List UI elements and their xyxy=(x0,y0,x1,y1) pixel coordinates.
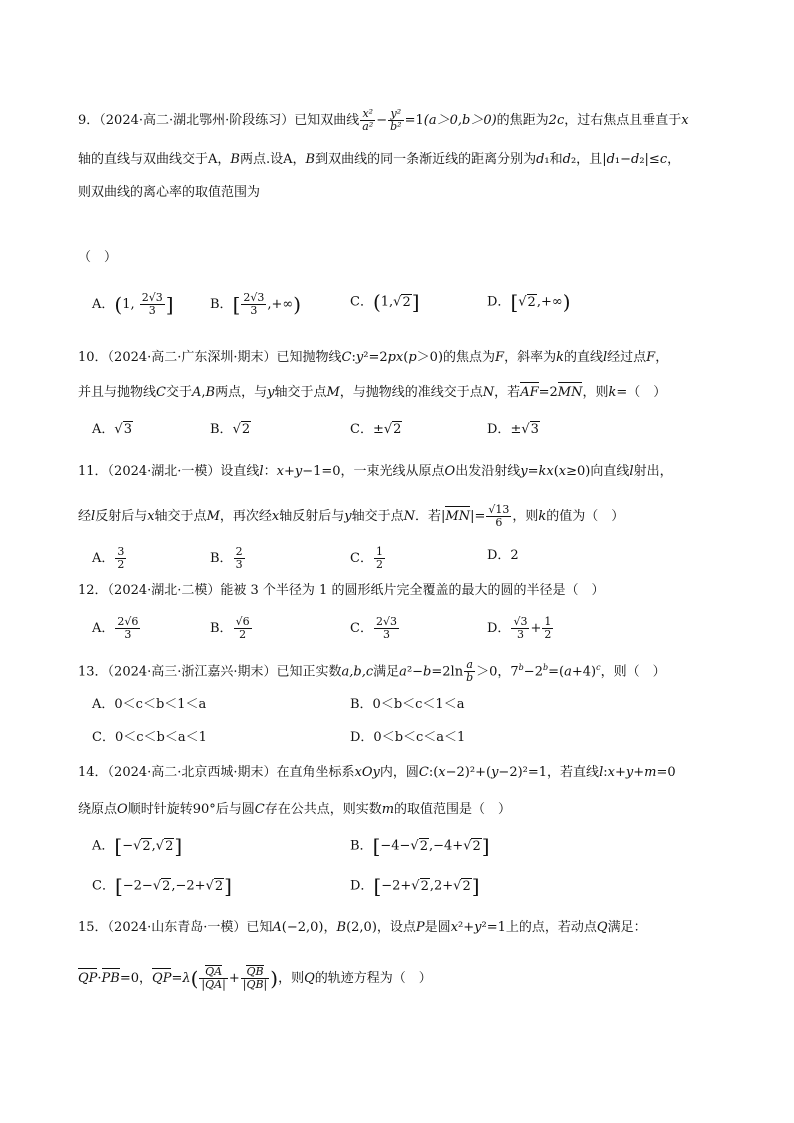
q12-option-d[interactable]: D． $\frac{√3}{3}$ + $\frac{1}{2}$ xyxy=(487,615,552,641)
q11-line1: 11．（2024·湖北·一模）设直线l：x+y−1=0，一束光线从原点O出发沿射线y=kx(x≥0)向直线l射出， xyxy=(78,464,673,479)
q9-option-b[interactable]: B．[ $\frac{2√3}{3}$ ,+∞) xyxy=(210,291,302,317)
q12-option-b[interactable]: B． $\frac{√6}{2}$ xyxy=(210,615,250,641)
q13-option-b[interactable]: B．0＜b＜c＜1＜a xyxy=(350,697,465,712)
q14-option-b[interactable]: B．[−4−√2,−4+√2] xyxy=(350,834,490,858)
q13-option-c[interactable]: C．0＜c＜b＜a＜1 xyxy=(92,730,207,745)
q14-line2: 绕原点O顺时针旋转90°后与圆C存在公共点，则实数m的取值范围是（ ） xyxy=(78,802,512,817)
q11-option-d[interactable]: D．2 xyxy=(487,548,519,563)
q12-line1: 12．（2024·湖北·二模）能被 3 个半径为 1 的圆形纸片完全覆盖的最大的圆的半径是（ ） xyxy=(78,583,605,598)
q10-line1: 10．（2024·高二·广东深圳·期末）已知抛物线C:y²=2px(p＞0)的焦点为F，斜率为k的直线l经过点F， xyxy=(78,350,669,365)
q9-paren: （ ） xyxy=(78,250,118,265)
q9-option-c[interactable]: C．(1,√2] xyxy=(350,290,420,314)
q11-option-c[interactable]: C． $\frac{1}{2}$ xyxy=(350,545,383,571)
q9-option-d[interactable]: D．[√2,+∞) xyxy=(487,290,571,314)
q11-line2: 经l反射后与x轴交于点M，再次经x轴反射后与y轴交于点N．若|MN|= $\frac{√13}{6}$ ，则k的值为（ ） xyxy=(78,503,625,529)
q10-option-c[interactable]: C．±√2 xyxy=(350,422,402,437)
q13-line1: 13．（2024·高三·浙江嘉兴·期末）已知正实数a,b,c满足a²−b=2ln $\frac{a}{b}$ ＞0，$7^b-2^b=(a+4)^c$，则（ ） xyxy=(78,658,666,685)
q13-option-d[interactable]: D．0＜b＜c＜a＜1 xyxy=(350,730,466,745)
q9-line3: 则双曲线的离心率的取值范围为 xyxy=(78,185,261,200)
q10-option-d[interactable]: D．±√3 xyxy=(487,422,539,437)
q9-line1: 9．（2024·高二·湖北鄂州·阶段练习）已知双曲线 $\frac{\text{x²}}{\text{a²}}$ − $\frac{\text{y²}}{\text{b²}}$ =1(a＞0,b＞0)的焦距为2c，过右焦点且垂直于x xyxy=(78,107,689,133)
q14-line1: 14．（2024·高二·北京西城·期末）在直角坐标系xOy内，圆C:(x−2)²+(y−2)²=1，若直线l:x+y+m=0 xyxy=(78,765,676,780)
q12-option-c[interactable]: C． $\frac{2√3}{3}$ xyxy=(350,615,397,641)
q10-option-a[interactable]: A．√3 xyxy=(92,422,132,437)
q11-option-a[interactable]: A． $\frac{3}{2}$ xyxy=(92,545,125,571)
q9-line2: 轴的直线与双曲线交于A，B两点.设A，B到双曲线的同一条渐近线的距离分别为d₁和d₂，且|d₁−d₂|≤c， xyxy=(78,152,681,167)
q9-option-a[interactable]: A．(1, $\frac{2√3}{3}$ ] xyxy=(92,291,174,317)
q14-option-d[interactable]: D．[−2+√2,2+√2] xyxy=(350,874,480,898)
q15-line1: 15．（2024·山东青岛·一模）已知A(−2,0)，B(2,0)，设点P是圆x²+y²=1上的点，若动点Q满足： xyxy=(78,920,647,935)
q14-option-a[interactable]: A．[−√2,√2] xyxy=(92,834,183,858)
q10-line2: 并且与抛物线C交于A,B两点，与y轴交于点M，与抛物线的准线交于点N，若AF=2MN，则k=（ ） xyxy=(78,383,666,403)
q10-option-b[interactable]: B．√2 xyxy=(210,422,251,437)
q13-option-a[interactable]: A．0＜c＜b＜1＜a xyxy=(92,697,207,712)
q12-option-a[interactable]: A． $\frac{2√6}{3}$ xyxy=(92,615,139,641)
q14-option-c[interactable]: C．[−2−√2,−2+√2] xyxy=(92,874,232,898)
q15-line2: QP·PB=0，QP=λ( $\frac{QA}{|QA|}$ + $\frac{QB}{|QB|}$ )，则Q的轨迹方程为（ ） xyxy=(78,965,432,991)
q11-option-b[interactable]: B． $\frac{2}{3}$ xyxy=(210,545,243,571)
